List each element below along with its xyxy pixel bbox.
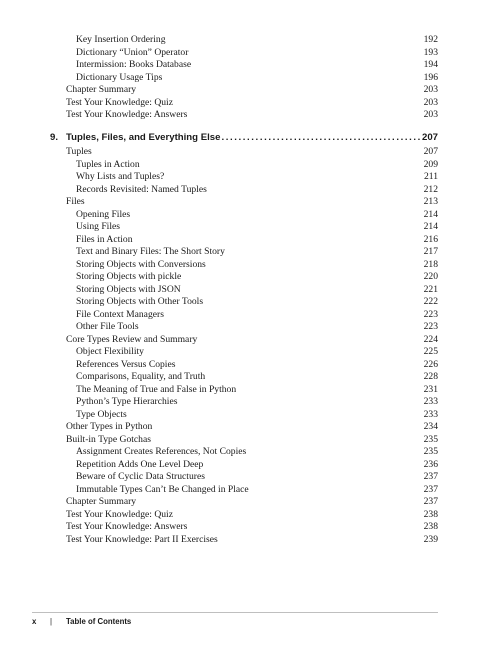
toc-entry-page: 238 xyxy=(423,521,438,532)
toc-entry[interactable] xyxy=(0,459,500,472)
toc-entry[interactable] xyxy=(0,196,500,209)
toc-entry-title: Test Your Knowledge: Quiz xyxy=(66,508,173,520)
toc-entry[interactable] xyxy=(0,421,500,434)
toc-entry-title: Comparisons, Equality, and Truth xyxy=(76,371,206,382)
toc-entry-page: 192 xyxy=(423,34,438,45)
toc-entry[interactable] xyxy=(0,234,500,247)
toc-entry[interactable] xyxy=(0,359,500,372)
toc-entry[interactable] xyxy=(0,159,500,172)
toc-entry[interactable] xyxy=(0,146,500,159)
toc-entry-page: 221 xyxy=(423,283,438,295)
toc-entry-title: References Versus Copies xyxy=(76,358,176,370)
toc-entry-page: 239 xyxy=(423,533,438,545)
toc-entry-title: Storing Objects with Conversions xyxy=(76,258,206,270)
toc-entry-title: Chapter Summary xyxy=(66,496,137,507)
toc-entry-page: 233 xyxy=(423,396,438,407)
toc-entry-page: 236 xyxy=(423,458,438,470)
chapter-page: 207 xyxy=(421,132,438,143)
toc-entry-title: Other File Tools xyxy=(76,321,139,332)
toc-entry-page: 203 xyxy=(423,109,438,120)
toc-entry-page: 235 xyxy=(423,433,438,445)
toc-entry[interactable] xyxy=(0,309,500,322)
toc-entry-title: The Meaning of True and False in Python xyxy=(76,383,237,395)
toc-entry-title: Immutable Types Can’t Be Changed in Place xyxy=(76,483,249,495)
footer-page-number: x xyxy=(32,617,37,626)
toc-entry[interactable] xyxy=(0,471,500,484)
toc-entry-title: Test Your Knowledge: Answers xyxy=(66,109,188,120)
toc-entry[interactable] xyxy=(0,259,500,272)
toc-entry-title: Chapter Summary xyxy=(66,84,137,95)
toc-entry[interactable] xyxy=(0,321,500,334)
toc-entry[interactable] xyxy=(0,221,500,234)
toc-entry-page: 238 xyxy=(423,508,438,520)
toc-entry[interactable] xyxy=(0,97,500,110)
toc-entry-title: Object Flexibility xyxy=(76,346,144,357)
toc-entry-title: Python’s Type Hierarchies xyxy=(76,396,178,407)
toc-entry-page: 193 xyxy=(423,46,438,58)
footer-separator: | xyxy=(50,617,53,626)
toc-entry-page: 220 xyxy=(423,271,438,282)
toc-entry-title: Dictionary Usage Tips xyxy=(76,71,163,83)
toc-entry-title: Test Your Knowledge: Part II Exercises xyxy=(66,533,218,545)
toc-entry-page: 237 xyxy=(423,496,438,507)
toc-entry-title: Storing Objects with pickle xyxy=(76,271,182,282)
toc-entry-title: Intermission: Books Database xyxy=(76,59,192,70)
toc-entry-page: 194 xyxy=(423,59,438,70)
toc-entry-title: Core Types Review and Summary xyxy=(66,333,198,345)
toc-entry-title: Type Objects xyxy=(76,408,127,420)
toc-entry-title: Why Lists and Tuples? xyxy=(76,171,165,182)
toc-entry[interactable] xyxy=(0,334,500,347)
toc-entry-title: Test Your Knowledge: Answers xyxy=(66,521,188,532)
toc-entry[interactable] xyxy=(0,72,500,85)
toc-entry-page: 234 xyxy=(423,421,438,432)
toc-entry[interactable] xyxy=(0,271,500,284)
toc-entry-title: Built-in Type Gotchas xyxy=(66,433,151,445)
toc-entry-page: 203 xyxy=(423,84,438,95)
footer-section-title: Table of Contents xyxy=(66,617,132,626)
toc-entry[interactable] xyxy=(0,509,500,522)
toc-entry-page: 213 xyxy=(423,196,438,207)
toc-entry-page: 214 xyxy=(423,208,438,220)
toc-entry-title: Files xyxy=(66,196,85,207)
toc-entry-page: 218 xyxy=(423,258,438,270)
toc-entry[interactable] xyxy=(0,484,500,497)
toc-entry-title: Dictionary “Union” Operator xyxy=(76,46,189,58)
toc-entry-title: File Context Managers xyxy=(76,308,164,320)
toc-entry-title: Repetition Adds One Level Deep xyxy=(76,458,204,470)
toc-entry-title: Assignment Creates References, Not Copies xyxy=(76,446,247,457)
toc-entry-title: Opening Files xyxy=(76,208,131,220)
toc-entry[interactable] xyxy=(0,209,500,222)
toc-entry-page: 214 xyxy=(423,221,438,232)
toc-entry[interactable] xyxy=(0,384,500,397)
toc-entry-title: Tuples xyxy=(66,146,92,157)
toc-entry[interactable] xyxy=(0,396,500,409)
toc-entry[interactable] xyxy=(0,47,500,60)
toc-entry-title: Storing Objects with Other Tools xyxy=(76,296,204,307)
toc-entry[interactable] xyxy=(0,446,500,459)
toc-entry[interactable] xyxy=(0,371,500,384)
toc-entry-title: Records Revisited: Named Tuples xyxy=(76,183,207,195)
toc-entry-title: Files in Action xyxy=(76,233,133,245)
toc-entry-page: 223 xyxy=(423,308,438,320)
toc-entry-page: 196 xyxy=(423,71,438,83)
toc-entry-title: Other Types in Python xyxy=(66,421,153,432)
toc-entry-page: 226 xyxy=(423,358,438,370)
toc-entry-page: 237 xyxy=(423,483,438,495)
toc-entry-page: 228 xyxy=(423,371,438,382)
chapter-title: Tuples, Files, and Everything Else xyxy=(66,132,221,143)
toc-entry-page: 216 xyxy=(423,233,438,245)
toc-entry[interactable] xyxy=(0,59,500,72)
toc-entry-title: Tuples in Action xyxy=(76,158,140,170)
toc-entry[interactable] xyxy=(0,184,500,197)
dot-leader xyxy=(221,131,420,145)
toc-entry-title: Text and Binary Files: The Short Story xyxy=(76,246,225,257)
toc-entry[interactable] xyxy=(0,246,500,259)
toc-entry-page: 231 xyxy=(423,383,438,395)
toc-entry[interactable] xyxy=(0,521,500,534)
toc-entry[interactable] xyxy=(0,434,500,447)
toc-entry[interactable] xyxy=(0,296,500,309)
toc-entry-page: 217 xyxy=(423,246,438,257)
toc-entry-page: 209 xyxy=(423,158,438,170)
toc-chapter-heading[interactable] xyxy=(50,131,438,145)
toc-entry-page: 237 xyxy=(423,471,438,482)
toc-entry-page: 235 xyxy=(423,446,438,457)
toc-entry-title: Using Files xyxy=(76,221,120,232)
page-footer xyxy=(32,612,438,627)
toc-entry-title: Beware of Cyclic Data Structures xyxy=(76,471,205,482)
toc-entry-title: Key Insertion Ordering xyxy=(76,34,166,45)
toc-entry-page: 225 xyxy=(423,346,438,357)
toc-entry-page: 223 xyxy=(423,321,438,332)
toc-entry-title: Storing Objects with JSON xyxy=(76,283,181,295)
toc-entry-page: 212 xyxy=(423,183,438,195)
chapter-number: 9. xyxy=(50,132,59,143)
toc-entry[interactable] xyxy=(0,171,500,184)
toc-entry[interactable] xyxy=(0,346,500,359)
toc-entry-page: 224 xyxy=(423,333,438,345)
toc-entry-page: 222 xyxy=(423,296,438,307)
toc-entry[interactable] xyxy=(0,84,500,97)
toc-entry[interactable] xyxy=(0,34,500,47)
toc-entry-page: 207 xyxy=(423,146,438,157)
toc-entry[interactable] xyxy=(0,496,500,509)
toc-entry[interactable] xyxy=(0,534,500,547)
toc-entry[interactable] xyxy=(0,284,500,297)
toc-entry-title: Test Your Knowledge: Quiz xyxy=(66,96,173,108)
toc-entry-page: 211 xyxy=(423,171,438,182)
toc-entry-page: 203 xyxy=(423,96,438,108)
toc-entry[interactable] xyxy=(0,109,500,122)
toc-entry-page: 233 xyxy=(423,408,438,420)
toc-entry[interactable] xyxy=(0,409,500,422)
